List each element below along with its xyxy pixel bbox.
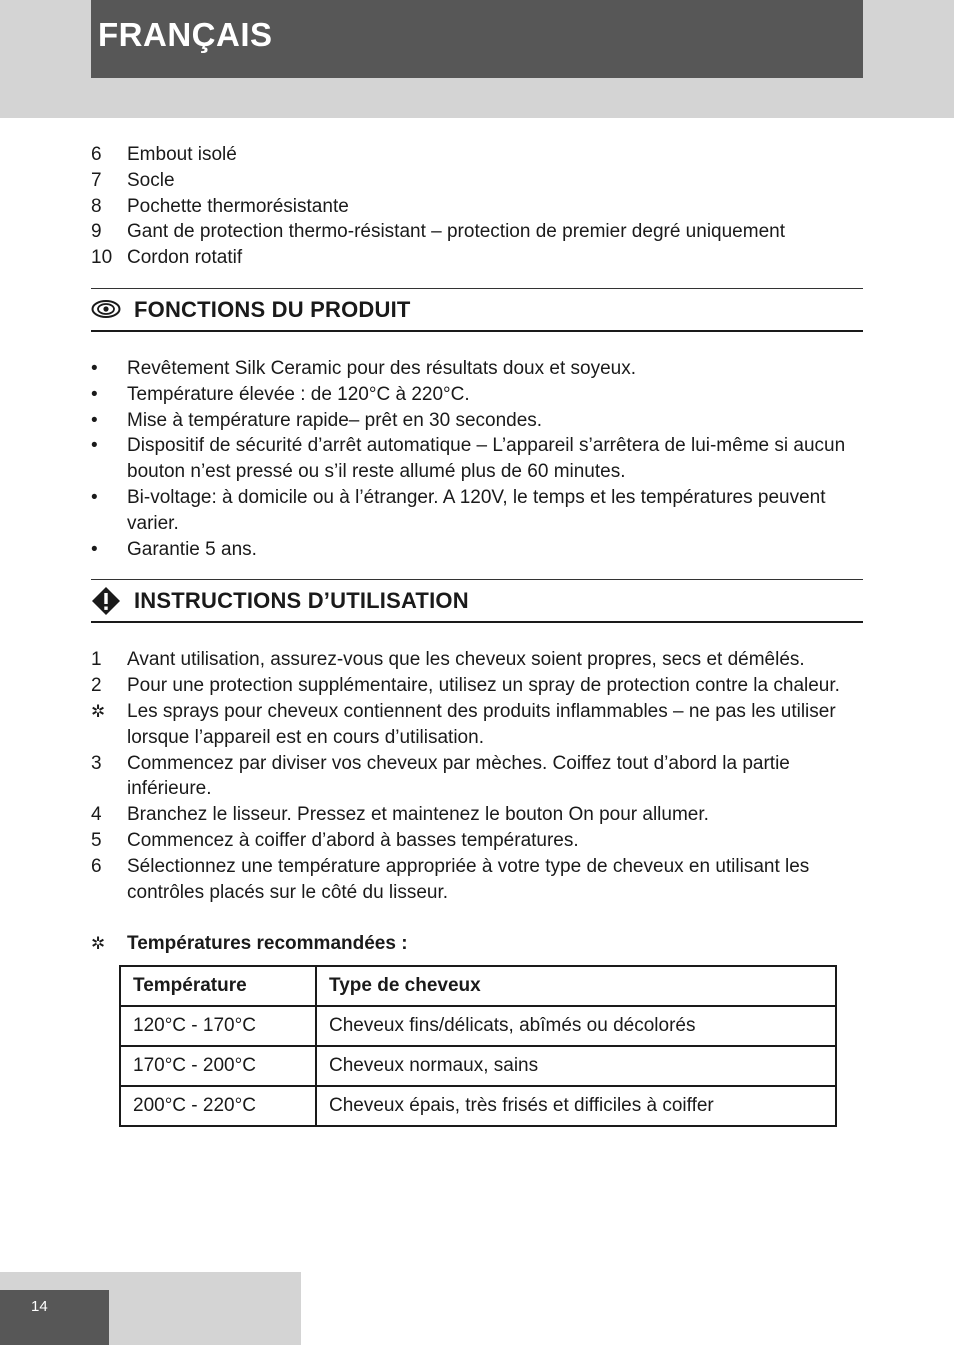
temperature-table	[119, 965, 837, 1127]
bullet: •	[91, 435, 98, 457]
bullet: •	[91, 486, 98, 508]
list-item	[91, 245, 863, 271]
step-text: Avant utilisation, assurez-vous que les cheveux soient propres, secs et démêlés.	[127, 649, 805, 671]
note-star-icon: ✲	[91, 701, 106, 721]
list-item	[91, 647, 863, 673]
item-text: Cordon rotatif	[127, 247, 243, 269]
item-number: 8	[91, 195, 102, 217]
section-title: FONCTIONS DU PRODUIT	[134, 296, 411, 322]
item-text: Bi-voltage: à domicile ou à l’étranger. A 120V, le temps et les températures peuvent varier.	[127, 486, 826, 534]
table-cell: Cheveux fins/délicats, abîmés ou décolorés	[316, 1006, 836, 1046]
step-text: Sélectionnez une température appropriée à votre type de cheveux en utilisant les contrôles placés sur le côté du lisseur.	[127, 855, 810, 903]
list-item	[91, 142, 863, 168]
list-item	[91, 673, 863, 699]
list-item	[91, 485, 863, 537]
step-text: Les sprays pour cheveux contiennent des produits inflammables – ne pas les utiliser lorsque l’appareil est en cours d’utilisation.	[127, 700, 836, 748]
section-title: INSTRUCTIONS D’UTILISATION	[134, 587, 469, 613]
table-header-row	[120, 966, 836, 1006]
table-cell: 120°C - 170°C	[120, 1006, 316, 1046]
table-cell: 200°C - 220°C	[120, 1086, 316, 1126]
list-item	[91, 408, 863, 434]
step-number: 2	[91, 675, 102, 697]
item-number: 9	[91, 221, 102, 243]
parts-list	[91, 142, 863, 271]
step-number: 3	[91, 752, 102, 774]
list-item	[91, 537, 863, 563]
step-text: Commencez par diviser vos cheveux par mèches. Coiffez tout d’abord la partie inférieure.	[127, 752, 790, 800]
step-number: 5	[91, 829, 102, 851]
table-row	[120, 1006, 836, 1046]
list-item	[91, 433, 863, 485]
instructions-heading	[91, 579, 863, 623]
step-text: Pour une protection supplémentaire, utilisez un spray de protection contre la chaleur.	[127, 675, 840, 697]
note-star-icon: ✲	[91, 934, 106, 954]
step-number: 6	[91, 855, 102, 877]
features-list	[91, 356, 863, 562]
eye-icon	[91, 299, 134, 319]
item-number: 6	[91, 144, 102, 165]
list-item	[91, 828, 863, 854]
list-item	[91, 356, 863, 382]
list-item	[91, 854, 863, 906]
language-title: FRANÇAIS	[91, 0, 863, 78]
column-header: Type de cheveux	[316, 966, 836, 1006]
table-cell: Cheveux épais, très frisés et difficiles à coiffer	[316, 1086, 836, 1126]
bullet: •	[91, 383, 98, 405]
step-number: 1	[91, 649, 102, 671]
instructions-list	[91, 647, 863, 905]
item-text: Garantie 5 ans.	[127, 538, 257, 560]
table-row	[120, 1046, 836, 1086]
item-text: Socle	[127, 169, 175, 191]
list-item	[91, 382, 863, 408]
item-text: Revêtement Silk Ceramic pour des résultats doux et soyeux.	[127, 357, 637, 379]
item-number: 10	[91, 247, 113, 269]
list-item	[91, 219, 863, 245]
table-cell: 170°C - 200°C	[120, 1046, 316, 1086]
table-cell: Cheveux normaux, sains	[316, 1046, 836, 1086]
table-row	[120, 1086, 836, 1126]
bullet: •	[91, 357, 98, 379]
bullet: •	[91, 538, 98, 560]
list-item	[91, 751, 863, 803]
item-text: Mise à température rapide– prêt en 30 secondes.	[127, 409, 543, 431]
item-text: Dispositif de sécurité d’arrêt automatique – L’appareil s’arrêtera de lui-même si aucun bouton n’est pressé ou s’il reste allumé plus de 60 minutes.	[127, 435, 846, 483]
list-item	[91, 802, 863, 828]
column-header: Température	[120, 966, 316, 1006]
recommended-temps-note	[91, 931, 863, 957]
step-text: Commencez à coiffer d’abord à basses températures.	[127, 829, 579, 851]
warning-diamond-icon	[91, 586, 134, 616]
page-number: 14	[0, 1290, 109, 1345]
step-text: Branchez le lisseur. Pressez et maintenez le bouton On pour allumer.	[127, 804, 709, 826]
page-content	[91, 142, 863, 1127]
item-text: Embout isolé	[127, 144, 237, 165]
step-number: 4	[91, 804, 102, 826]
recommended-temps-label: Températures recommandées :	[127, 933, 408, 955]
item-text: Pochette thermorésistante	[127, 195, 349, 217]
list-item	[91, 194, 863, 220]
features-heading	[91, 288, 863, 332]
item-number: 7	[91, 169, 102, 191]
item-text: Température élevée : de 120°C à 220°C.	[127, 383, 470, 405]
list-item	[91, 699, 863, 751]
item-text: Gant de protection thermo-résistant – protection de premier degré uniquement	[127, 221, 785, 243]
bullet: •	[91, 409, 98, 431]
list-item	[91, 168, 863, 194]
